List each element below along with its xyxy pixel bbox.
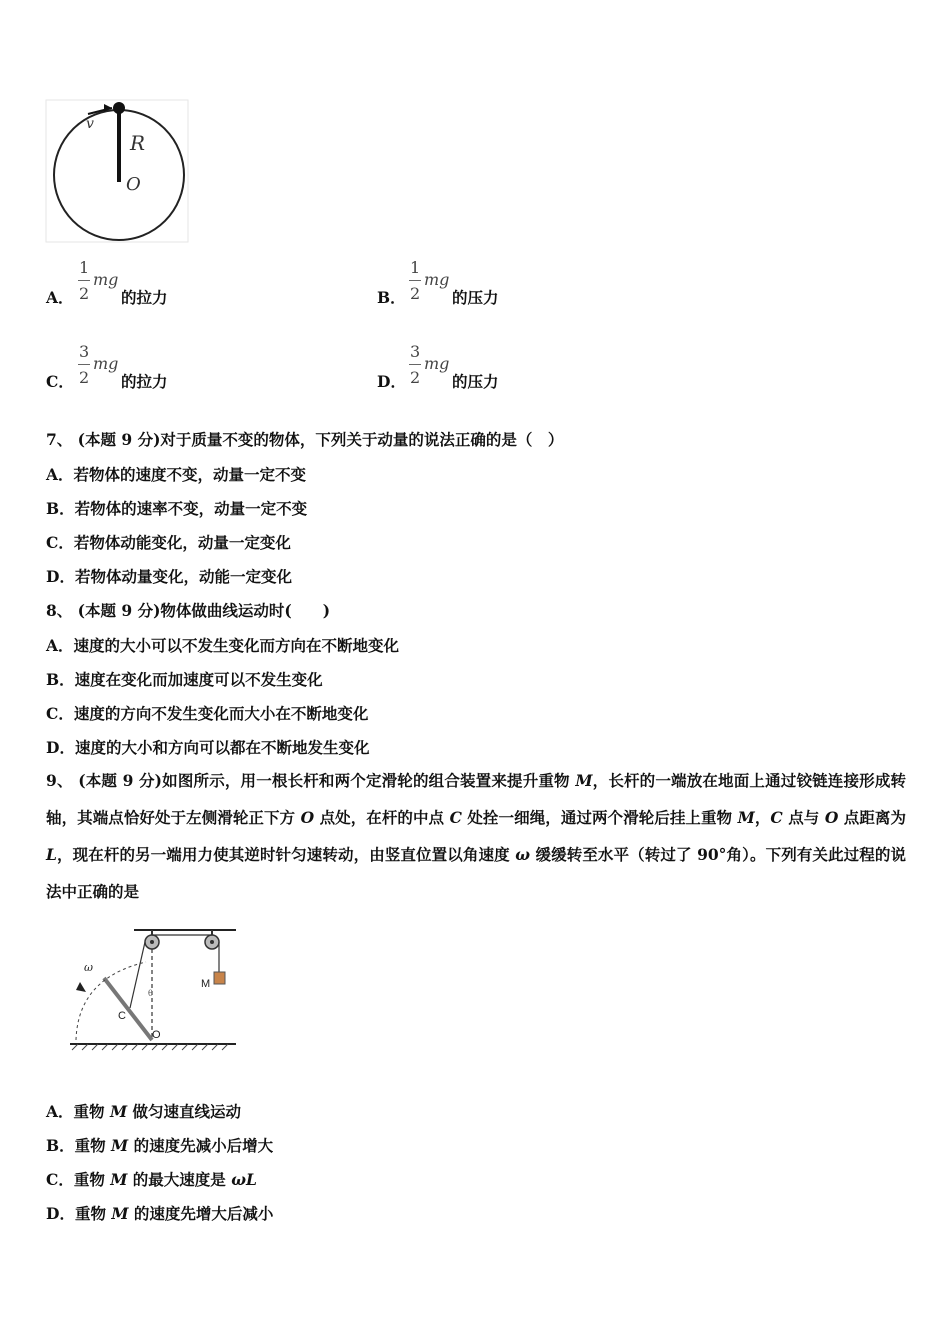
fraction: 3 2 mg bbox=[410, 342, 450, 387]
option-text: 的拉力 bbox=[121, 372, 168, 391]
figure-circular-motion bbox=[44, 98, 194, 246]
label-v: v bbox=[86, 116, 94, 132]
label-omega: ω bbox=[84, 961, 93, 974]
q9-option-b[interactable]: B．重物 M 的速度先减小后增大 bbox=[46, 1136, 274, 1155]
label-theta: θ bbox=[148, 989, 153, 998]
q9-option-c[interactable]: C．重物 M 的最大速度是 ωL bbox=[46, 1170, 257, 1189]
q8-option-a[interactable]: A．速度的大小可以不发生变化而方向在不断地变化 bbox=[46, 636, 400, 655]
option-letter: D． bbox=[377, 372, 406, 391]
q9-option-d[interactable]: D．重物 M 的速度先增大后减小 bbox=[46, 1204, 274, 1223]
figure-rod-pulley bbox=[64, 922, 244, 1052]
q9-option-a[interactable]: A．重物 M 做匀速直线运动 bbox=[46, 1102, 242, 1121]
q7-option-d[interactable]: D．若物体动量变化，动能一定变化 bbox=[46, 567, 292, 586]
q8-stem: 8、 (本题 9 分)物体做曲线运动时( ) bbox=[46, 601, 331, 620]
label-O: O bbox=[152, 1029, 161, 1041]
q7-option-a[interactable]: A．若物体的速度不变，动量一定不变 bbox=[46, 465, 307, 484]
option-text: 的压力 bbox=[452, 288, 499, 307]
q8-option-c[interactable]: C．速度的方向不发生变化而大小在不断地变化 bbox=[46, 704, 369, 723]
fraction: 1 2 mg bbox=[79, 258, 119, 303]
label-C: C bbox=[118, 1010, 126, 1022]
q7-stem: 7、 (本题 9 分)对于质量不变的物体，下列关于动量的说法正确的是（ ） bbox=[46, 430, 564, 449]
fraction: 1 2 mg bbox=[410, 258, 450, 303]
q7-option-c[interactable]: C．若物体动能变化，动量一定变化 bbox=[46, 533, 291, 552]
circle-diagram bbox=[44, 98, 194, 246]
rod bbox=[104, 978, 152, 1040]
q8-option-d[interactable]: D．速度的大小和方向可以都在不断地发生变化 bbox=[46, 738, 370, 757]
option-letter: C． bbox=[46, 372, 74, 391]
mass-M bbox=[214, 972, 225, 984]
option-text: 的压力 bbox=[452, 372, 499, 391]
q9-stem: 9、 (本题 9 分)如图所示，用一根长杆和两个定滑轮的组合装置来提升重物 M，长杆的一端放在地面上通过铰链连接形成转轴，其端点恰好处于左侧滑轮正下方 O 点处，在杆的中点 C 处拴一细绳，通过两个滑轮后挂上重物 M，C 点与 O 点距离为 L，现在杆的另一端用力使其逆时针匀速转动，由竖直位置以角速度 ω 缓缓转至水平（转过了 90°角）。下列有关此过程的说法中正确的是 bbox=[46, 771, 907, 901]
ball bbox=[113, 102, 125, 114]
option-text: 的拉力 bbox=[121, 288, 168, 307]
option-letter: A． bbox=[46, 288, 74, 307]
label-R: R bbox=[130, 131, 146, 155]
q8-option-b[interactable]: B．速度在变化而加速度可以不发生变化 bbox=[46, 670, 323, 689]
q7-option-b[interactable]: B．若物体的速率不变，动量一定不变 bbox=[46, 499, 308, 518]
label-M: M bbox=[201, 978, 211, 990]
fraction: 3 2 mg bbox=[79, 342, 119, 387]
option-letter: B． bbox=[377, 288, 406, 307]
label-O: O bbox=[126, 174, 141, 195]
rod-pulley-diagram bbox=[64, 922, 244, 1052]
